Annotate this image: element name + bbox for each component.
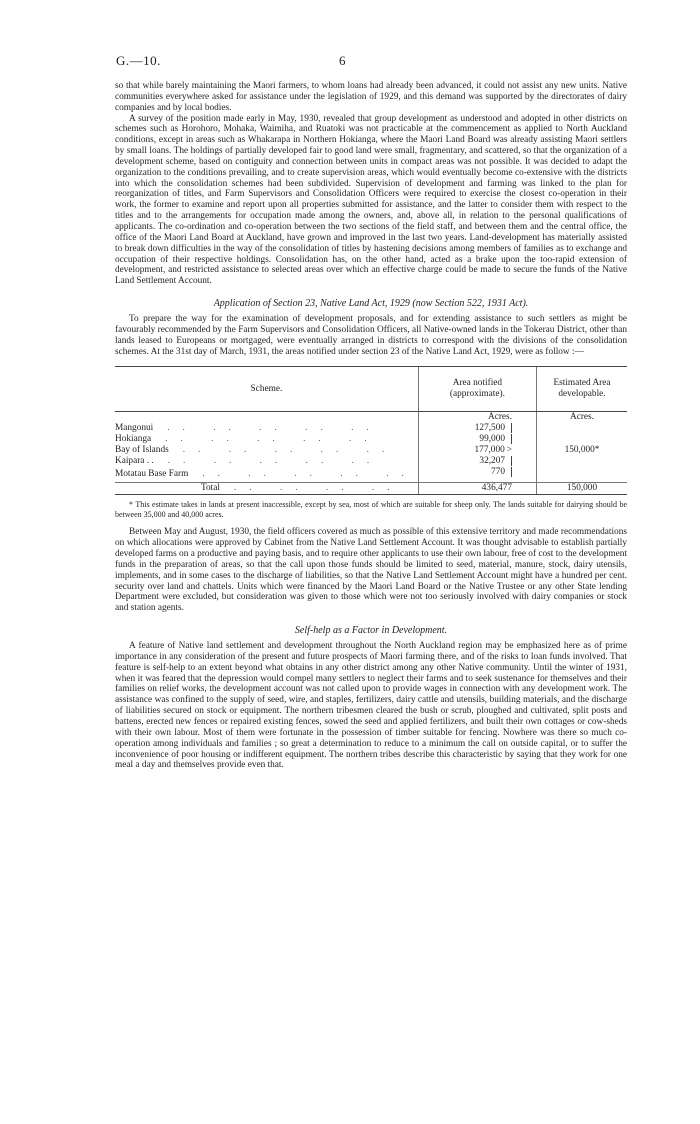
estimated-area-combined: 150,000*	[537, 445, 628, 456]
footnote: * This estimate takes in lands at present inaccessible, except by sea, most of which are suitable for sheep only. The lands suitable for dairying should be between 35,000 and 40,000 acres.	[115, 500, 627, 519]
column-header-estimated-area-line2: developable.	[558, 389, 606, 400]
report-code: G.—10.	[116, 53, 161, 68]
paragraph-allocation: Between May and August, 1930, the field officers covered as much as possible of this extensive territory and made recommendations on which allocations were approved by Cabinet from the Native Land Settlement Account. It was thought advisable to establish partially developed farms on a productive and paying basis, and to require other applicants to use their own labour, free of cost to the development funds in the preparation of areas, so that the call upon those funds should be limited to seed, material, manure, stock, dairy utensils, implements, and in some cases to the discharge of liabilities, so that the Native Land Settlement Account might have a hundred per cent. security over land and chattels. Units which were financed by the Maori Land Board or the Native Trustee or any other State lending Department were excluded, but consideration was given to those which were not too seriously involved with dairy companies or stock and station agents.	[115, 527, 627, 614]
total-label: Total	[201, 483, 220, 494]
column-header-area-notified-line1: Area notified	[452, 378, 503, 389]
table-row	[115, 456, 627, 467]
area-notified-value: 32,207	[479, 456, 505, 467]
table-row	[115, 467, 627, 483]
table-header-row	[115, 367, 627, 412]
total-estimated-area: 150,000	[537, 483, 628, 495]
brace-mark	[507, 456, 512, 466]
column-header-area-notified	[418, 367, 536, 412]
area-notified-value: 99,000	[479, 434, 505, 445]
leader-dots: .. .. .. .. ..	[167, 423, 382, 434]
total-area-notified: 436,477	[418, 483, 536, 495]
table-row	[115, 434, 627, 445]
areas-table	[115, 366, 627, 495]
scheme-name: Mangonui	[115, 423, 154, 434]
document-body	[115, 81, 627, 771]
brace-mark	[507, 467, 512, 477]
unit-acres-notified: Acres.	[418, 412, 536, 423]
leader-dots: .. .. .. ..	[233, 483, 403, 494]
area-notified-value: 177,000	[474, 445, 505, 456]
scheme-name: Hokianga	[115, 434, 152, 445]
area-notified-value: 770	[491, 467, 505, 478]
paragraph-self-help: A feature of Native land settlement and development throughout the North Auckland region may be emphasized here as of prime importance in any consideration of the present and future prospects of Maori farming there, and of the risks to loan funds involved. That feature is self-help to an extent beyond what obtains in any other district among any other Native community. Until the winter of 1931, when it was feared that the depression would compel many settlers to neglect their farms and to seek sustenance for themselves and their families on relief works, the development account was not called upon to provide wages in connection with any development work. The assistance was confined to the supply of seed, wire, and staples, fertilizers, dairy cattle and utensils, building materials, and the discharge of liabilities secured on stock or equipment. The northern tribesmen cleared the bush or scrub, ploughed and cultivated, split posts and battens, erected new fences or repaired existing fences, sowed the seed and applied fertilizers, and built their own cottages or cow-sheds with their own labour. Most of them were fortunate in the possession of timber suitable for fencing. Nowhere was there so much co-operation among individuals and families ; so great a determination to reduce to a minimum the call on outside capital, or to suffer the inconvenience of poor housing or indifferent equipment. The northern tribes describe this characteristic by saying that they work for one meal a day and themselves provide even that.	[115, 641, 627, 771]
paragraph-section23: To prepare the way for the examination of development proposals, and for extending assistance to such settlers as might be favourably recommended by the Farm Supervisors and Consolidation Officers, all Native-owned lands in the Tokerau District, other than lands leased to Europeans or mortgaged, were eventually arranged in districts to correspond with the divisions of the consolidation schemes. At the 31st day of March, 1931, the areas notified under section 23 of the Native Land Act, 1929, were as follow :—	[115, 314, 627, 357]
brace-mark	[507, 434, 512, 444]
section-heading-section23: Application of Section 23, Native Land Act, 1929 (now Section 522, 1931 Act).	[213, 298, 529, 310]
paragraph-continuation: so that while barely maintaining the Maori farmers, to whom loans had already been advanced, it could not assist any new units. Native communities everywhere asked for assistance under the legislation of 1929, and this demand was supported by the directorates of dairy companies and by local bodies.	[115, 81, 627, 113]
column-header-area-notified-line2: (approximate).	[449, 389, 505, 400]
page-number: 6	[339, 53, 346, 68]
table-row	[115, 423, 627, 434]
area-notified-value: 127,500	[474, 423, 505, 434]
brace-mark	[507, 423, 512, 433]
scheme-name: Kaipara . .	[115, 456, 154, 467]
paragraph-survey: A survey of the position made early in May, 1930, revealed that group development as understood and adopted in other districts on schemes such as Horohoro, Mohaka, Waimiha, and Ruatoki was not practicable at the commencement as applied to North Auckland conditions, except in areas such as Whakarapa in Northern Hokianga, where the Maori Land Board was already assisting Maori settlers by small loans. The holdings of partially developed fair to good land were small, fragmentary, and scattered, so that the organization of a development scheme, based on contiguity and connection between units in compact areas was not possible. It was decided to adapt the organization to the conditions prevailing, and to create supervision areas, which would eventually become co-extensive with the districts into which the consolidation schemes had been subdivided. Supervision of development and farming was linked to the plan for reorganization of titles, and Farm Supervisors and Consolidation Officers were required to exercise the closest co-operation in their work, the former to examine and report upon all properties submitted for assistance, and the latter to consider them with respect to the titles and to the arrangements for occupation made among the owners, and, above all, in relation to the personal qualifications of applicants. The co-ordination and co-operation between the two sections of the field staff, and between them and the central office, the office of the Maori Land Board at Auckland, have grown and improved in the last two years. Land-development has materially assisted to break down difficulties in the way of the consolidation of titles by hastening decisions among members of families as to exchange and occupation of their respective holdings. Consolidation has, on the other hand, acted as a brake upon the too-rapid extension of development, and restricted assistance to selected areas over which an effective charge could be made to secure the funds of the Native Land Settlement Account.	[115, 113, 627, 287]
table-row	[115, 445, 627, 456]
units-row	[115, 412, 627, 423]
section-heading-self-help: Self-help as a Factor in Development.	[294, 625, 448, 637]
scheme-name: Motatau Base Farm	[115, 469, 189, 480]
total-row	[115, 483, 627, 495]
column-header-estimated-area-line1: Estimated Area	[553, 378, 611, 389]
column-header-scheme: Scheme.	[115, 367, 418, 412]
leader-dots: .. .. .. .. ..	[182, 445, 398, 456]
leader-dots: .. .. .. .. ..	[202, 469, 417, 480]
leader-dots: .. .. .. .. ..	[167, 456, 383, 467]
column-header-estimated-area	[537, 367, 628, 412]
leader-dots: .. .. .. .. ..	[165, 434, 380, 445]
unit-acres-estimated: Acres.	[537, 412, 628, 423]
brace-point: >	[506, 445, 512, 456]
scheme-name: Bay of Islands	[115, 445, 169, 456]
